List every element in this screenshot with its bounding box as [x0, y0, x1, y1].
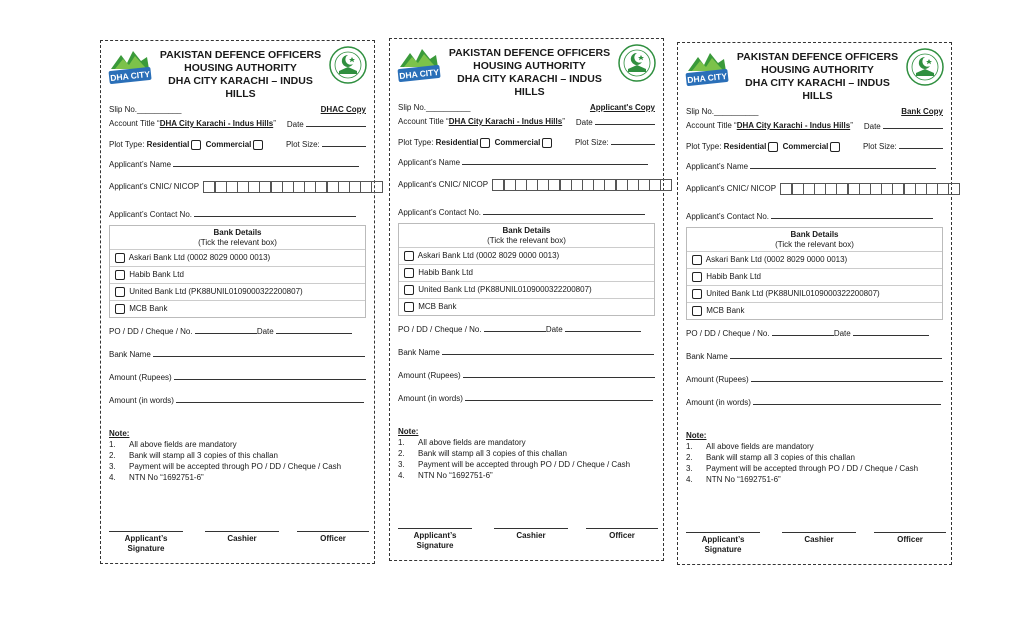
slip-no-row	[686, 105, 943, 119]
slip-no-label: Slip No.__________	[686, 107, 759, 116]
commercial-label: Commercial	[205, 140, 252, 149]
bank-name-field[interactable]	[153, 347, 365, 357]
bank-option[interactable]	[399, 282, 654, 299]
slip-header	[390, 39, 663, 99]
bank-checkbox[interactable]	[692, 289, 702, 299]
bank-name-label: Bank Name	[686, 352, 728, 361]
bank-checkbox[interactable]	[404, 268, 414, 278]
applicant-name-row	[109, 157, 366, 171]
account-title-label: Account Title “	[686, 121, 737, 130]
contact-row	[109, 207, 366, 221]
commercial-checkbox[interactable]	[542, 138, 552, 148]
officer-signature[interactable]: Officer	[874, 532, 946, 545]
bank-name-habib: Habib Bank Ltd	[706, 272, 761, 281]
slip-no-label: Slip No.__________	[398, 103, 471, 112]
logo-text: DHA CITY	[109, 68, 151, 84]
po-field[interactable]	[484, 322, 546, 332]
notes-title: Note:	[686, 431, 707, 440]
po-field[interactable]	[772, 326, 834, 336]
bank-name-ubl: United Bank Ltd (PK88UNIL0109000322200807)	[418, 285, 592, 294]
slip-no-label: Slip No.__________	[109, 105, 182, 114]
amount-words-field[interactable]	[176, 393, 364, 403]
contact-field[interactable]	[194, 207, 356, 217]
notes	[109, 428, 366, 483]
org-title	[442, 47, 617, 99]
applicant-name-field[interactable]	[750, 159, 936, 169]
note-item: 4. NTN No “1692751-6”	[398, 471, 493, 480]
note-item: 2. Bank will stamp all 3 copies of this challan	[398, 449, 567, 458]
commercial-checkbox[interactable]	[830, 142, 840, 152]
cnic-row	[109, 179, 366, 195]
applicant-name-field[interactable]	[462, 155, 648, 165]
bank-details-subtitle: (Tick the relevant box)	[487, 236, 566, 245]
title-line-2: HOUSING AUTHORITY	[473, 60, 586, 72]
dha-seal-icon	[328, 45, 368, 85]
po-date-label: Date	[256, 327, 274, 336]
challan-slip	[100, 40, 375, 564]
applicant-signature[interactable]: Applicant’s Signature	[686, 532, 760, 555]
cashier-signature[interactable]: Cashier	[494, 528, 568, 541]
bank-checkbox[interactable]	[115, 304, 125, 314]
bank-name-mcb: MCB Bank	[706, 306, 745, 315]
amount-words-label: Amount (in words)	[686, 398, 751, 407]
account-title-row	[686, 119, 943, 133]
bank-details-title: Bank Details	[213, 228, 262, 237]
title-line-2: HOUSING AUTHORITY	[761, 64, 874, 76]
bank-name-askari: Askari Bank Ltd (0002 8029 0000 0013)	[128, 253, 271, 262]
bank-details-header	[399, 224, 654, 248]
bank-name-ubl: United Bank Ltd (PK88UNIL0109000322200807)	[129, 287, 303, 296]
amount-words-row	[686, 395, 943, 409]
bank-checkbox[interactable]	[404, 285, 414, 295]
bank-name-label: Bank Name	[109, 350, 151, 359]
contact-field[interactable]	[483, 205, 645, 215]
bank-option[interactable]	[687, 303, 942, 319]
residential-checkbox[interactable]	[191, 140, 201, 150]
bank-option[interactable]	[110, 301, 365, 317]
po-label: PO / DD / Cheque / No.	[398, 325, 482, 334]
cnic-boxes[interactable]	[204, 181, 383, 193]
po-label: PO / DD / Cheque / No.	[686, 329, 770, 338]
notes	[686, 430, 943, 485]
note-item: 4. NTN No “1692751-6”	[686, 475, 781, 484]
plot-size-label: Plot Size:	[862, 142, 897, 151]
org-title	[730, 51, 905, 103]
officer-signature[interactable]: Officer	[586, 528, 658, 541]
bank-name-askari: Askari Bank Ltd (0002 8029 0000 0013)	[705, 255, 848, 264]
contact-label: Applicant’s Contact No.	[109, 210, 193, 219]
slip-no-row	[109, 103, 366, 117]
bank-details-subtitle: (Tick the relevant box)	[198, 238, 277, 247]
title-line-2: HOUSING AUTHORITY	[184, 62, 297, 74]
date-label: Date	[575, 118, 593, 127]
residential-label: Residential	[435, 138, 479, 147]
notes	[398, 426, 655, 481]
amount-label: Amount (Rupees)	[686, 375, 749, 384]
residential-label: Residential	[723, 142, 767, 151]
cashier-signature[interactable]: Cashier	[205, 531, 279, 544]
logo-text: DHA CITY	[686, 70, 728, 86]
plot-size-label: Plot Size:	[574, 138, 609, 147]
bank-name-habib: Habib Bank Ltd	[418, 268, 473, 277]
account-title-quote: ”	[850, 121, 853, 130]
amount-words-label: Amount (in words)	[398, 394, 463, 403]
residential-checkbox[interactable]	[480, 138, 490, 148]
applicant-signature[interactable]: Applicant’s Signature	[398, 528, 472, 551]
po-label: PO / DD / Cheque / No.	[109, 327, 193, 336]
copy-label: Bank Copy	[901, 107, 943, 116]
contact-row	[686, 209, 943, 223]
amount-field[interactable]	[463, 368, 655, 378]
cashier-signature[interactable]: Cashier	[782, 532, 856, 545]
bank-checkbox[interactable]	[115, 253, 125, 263]
title-line-3: DHA CITY KARACHI – INDUS HILLS	[457, 73, 602, 98]
account-title-row	[398, 115, 655, 129]
challan-slip	[677, 42, 952, 565]
bank-checkbox[interactable]	[404, 302, 414, 312]
copy-label: Applicant's Copy	[589, 103, 655, 112]
commercial-checkbox[interactable]	[253, 140, 263, 150]
amount-words-field[interactable]	[753, 395, 941, 405]
officer-signature[interactable]: Officer	[297, 531, 369, 544]
bank-name-field[interactable]	[730, 349, 942, 359]
dha-seal-icon	[617, 43, 657, 83]
bank-name-row	[109, 347, 366, 361]
bank-option[interactable]	[110, 250, 365, 267]
bank-checkbox[interactable]	[692, 306, 702, 316]
account-title-quote: ”	[273, 119, 276, 128]
plot-size-field[interactable]	[322, 137, 366, 147]
po-date-label: Date	[833, 329, 851, 338]
plot-type-label: Plot Type:	[109, 140, 145, 149]
bank-name-row	[686, 349, 943, 363]
title-line-1: PAKISTAN DEFENCE OFFICERS	[159, 49, 322, 61]
bank-name-ubl: United Bank Ltd (PK88UNIL0109000322200807)	[706, 289, 880, 298]
logo-text: DHA CITY	[398, 66, 440, 82]
bank-option[interactable]	[687, 252, 942, 269]
bank-option[interactable]	[687, 269, 942, 286]
amount-words-label: Amount (in words)	[109, 396, 174, 405]
contact-row	[398, 205, 655, 219]
note-item: 2. Bank will stamp all 3 copies of this challan	[686, 453, 855, 462]
note-item: 3. Payment will be accepted through PO / DD / Cheque / Cash	[398, 460, 631, 469]
bank-details-title: Bank Details	[790, 230, 839, 239]
dha-city-logo-icon	[107, 47, 153, 87]
cnic-boxes[interactable]	[493, 179, 672, 191]
plot-type-label: Plot Type:	[398, 138, 434, 147]
contact-label: Applicant’s Contact No.	[686, 212, 770, 221]
account-title-label: Account Title “	[398, 117, 449, 126]
cnic-label: Applicant’s CNIC/ NICOP	[109, 182, 199, 191]
applicant-signature[interactable]: Applicant’s Signature	[109, 531, 183, 554]
dha-seal-icon	[905, 47, 945, 87]
bank-option[interactable]	[110, 284, 365, 301]
po-date-label: Date	[545, 325, 563, 334]
date-field[interactable]	[595, 115, 655, 125]
plot-size-field[interactable]	[899, 139, 943, 149]
challan-slip	[389, 38, 664, 561]
amount-words-field[interactable]	[465, 391, 653, 401]
plot-type-row	[398, 135, 655, 151]
date-field[interactable]	[883, 119, 943, 129]
date-label: Date	[863, 122, 881, 131]
cnic-boxes[interactable]	[781, 183, 960, 195]
amount-label: Amount (Rupees)	[109, 373, 172, 382]
title-line-3: DHA CITY KARACHI – INDUS HILLS	[168, 75, 313, 100]
account-title-label: Account Title “	[109, 119, 160, 128]
plot-size-label: Plot Size:	[285, 140, 320, 149]
plot-type-row	[686, 139, 943, 155]
bank-name-label: Bank Name	[398, 348, 440, 357]
signature-area	[686, 532, 943, 560]
slip-header	[678, 43, 951, 103]
title-line-3: DHA CITY KARACHI – INDUS HILLS	[745, 77, 890, 102]
bank-checkbox[interactable]	[115, 287, 125, 297]
po-field[interactable]	[195, 324, 257, 334]
bank-details-title: Bank Details	[502, 226, 551, 235]
signature-area	[109, 531, 366, 559]
bank-details-box	[686, 227, 943, 320]
bank-checkbox[interactable]	[692, 255, 702, 265]
residential-label: Residential	[146, 140, 190, 149]
contact-label: Applicant’s Contact No.	[398, 208, 482, 217]
date-field[interactable]	[306, 117, 366, 127]
bank-name-askari: Askari Bank Ltd (0002 8029 0000 0013)	[417, 251, 560, 260]
applicant-name-label: Applicant’s Name	[109, 160, 172, 169]
contact-field[interactable]	[771, 209, 933, 219]
bank-checkbox[interactable]	[115, 270, 125, 280]
title-line-1: PAKISTAN DEFENCE OFFICERS	[448, 47, 611, 59]
note-item: 3. Payment will be accepted through PO / DD / Cheque / Cash	[686, 464, 919, 473]
plot-size-field[interactable]	[611, 135, 655, 145]
po-row	[109, 324, 366, 338]
slip-no-row	[398, 101, 655, 115]
signature-area	[398, 528, 655, 556]
cnic-label: Applicant’s CNIC/ NICOP	[398, 180, 488, 189]
copy-label: DHAC Copy	[320, 105, 366, 114]
commercial-label: Commercial	[782, 142, 829, 151]
cnic-label: Applicant’s CNIC/ NICOP	[686, 184, 776, 193]
account-title-quote: ”	[562, 117, 565, 126]
amount-words-row	[109, 393, 366, 407]
amount-row	[109, 370, 366, 384]
bank-option[interactable]	[110, 267, 365, 284]
bank-name-mcb: MCB Bank	[129, 304, 168, 313]
po-date-field[interactable]	[565, 322, 641, 332]
amount-row	[686, 372, 943, 386]
bank-details-box	[398, 223, 655, 316]
amount-row	[398, 368, 655, 382]
cnic-row	[686, 181, 943, 197]
bank-option[interactable]	[687, 286, 942, 303]
account-title-value: DHA City Karachi - Indus Hills	[736, 121, 851, 130]
bank-details-subtitle: (Tick the relevant box)	[775, 240, 854, 249]
date-label: Date	[286, 120, 304, 129]
bank-name-mcb: MCB Bank	[418, 302, 457, 311]
slip-header	[101, 41, 374, 101]
bank-details-header	[687, 228, 942, 252]
notes-title: Note:	[109, 429, 130, 438]
account-title-value: DHA City Karachi - Indus Hills	[448, 117, 563, 126]
org-title	[153, 49, 328, 101]
po-row	[398, 322, 655, 336]
amount-label: Amount (Rupees)	[398, 371, 461, 380]
bank-details-box	[109, 225, 366, 318]
applicant-name-label: Applicant’s Name	[686, 162, 749, 171]
plot-type-row	[109, 137, 366, 153]
amount-field[interactable]	[751, 372, 943, 382]
bank-name-row	[398, 345, 655, 359]
po-date-field[interactable]	[276, 324, 352, 334]
bank-details-header	[110, 226, 365, 250]
applicant-name-row	[686, 159, 943, 173]
commercial-label: Commercial	[494, 138, 541, 147]
bank-checkbox[interactable]	[692, 272, 702, 282]
applicant-name-row	[398, 155, 655, 169]
cnic-row	[398, 177, 655, 193]
notes-title: Note:	[398, 427, 419, 436]
account-title-row	[109, 117, 366, 131]
bank-name-habib: Habib Bank Ltd	[129, 270, 184, 279]
bank-option[interactable]	[399, 248, 654, 265]
amount-words-row	[398, 391, 655, 405]
account-title-value: DHA City Karachi - Indus Hills	[159, 119, 274, 128]
amount-field[interactable]	[174, 370, 366, 380]
po-date-field[interactable]	[853, 326, 929, 336]
applicant-name-label: Applicant’s Name	[398, 158, 461, 167]
dha-city-logo-icon	[396, 45, 442, 85]
note-item: 1. All above fields are mandatory	[398, 438, 526, 447]
residential-checkbox[interactable]	[768, 142, 778, 152]
bank-option[interactable]	[399, 299, 654, 315]
bank-checkbox[interactable]	[404, 251, 414, 261]
plot-type-label: Plot Type:	[686, 142, 722, 151]
note-item: 2. Bank will stamp all 3 copies of this challan	[109, 451, 278, 460]
note-item: 3. Payment will be accepted through PO / DD / Cheque / Cash	[109, 462, 342, 471]
bank-option[interactable]	[399, 265, 654, 282]
note-item: 1. All above fields are mandatory	[109, 440, 237, 449]
note-item: 1. All above fields are mandatory	[686, 442, 814, 451]
po-row	[686, 326, 943, 340]
bank-name-field[interactable]	[442, 345, 654, 355]
applicant-name-field[interactable]	[173, 157, 359, 167]
note-item: 4. NTN No “1692751-6”	[109, 473, 204, 482]
dha-city-logo-icon	[684, 49, 730, 89]
title-line-1: PAKISTAN DEFENCE OFFICERS	[736, 51, 899, 63]
